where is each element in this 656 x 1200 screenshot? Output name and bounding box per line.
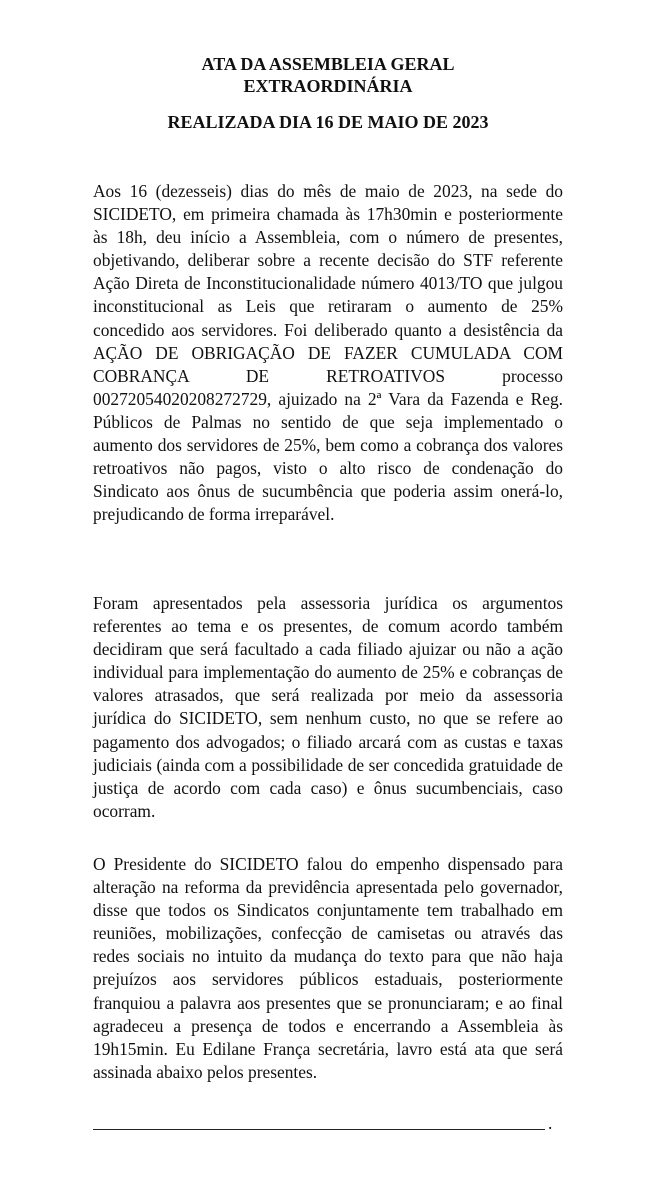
document-subtitle: REALIZADA DIA 16 DE MAIO DE 2023	[167, 112, 489, 132]
signature-rule	[93, 1129, 545, 1130]
signature-end-mark: .	[548, 1113, 553, 1133]
signature-line	[93, 1113, 558, 1133]
paragraph-2: Foram apresentados pela assessoria jurídica os argumentos referentes ao tema e os presentes, de comum acordo também decidiram que será facultado a cada filiado ajuizar ou não a ação individual para implementação do aumento de 25% e cobranças de valores atrasados, que será realizada por meio da assessoria jurídica do SICIDETO, sem nenhum custo, no que se refere ao pagamento dos advogados; o filiado arcará com as custas e taxas judiciais (ainda com a possibilidade de ser concedida gratuidade de justiça de acordo com cada caso) e ônus sucumbenciais, caso ocorram.	[93, 593, 563, 821]
document-title-line2: EXTRAORDINÁRIA	[243, 76, 413, 96]
paragraph-3: O Presidente do SICIDETO falou do empenho dispensado para alteração na reforma da previdência apresentada pelo governador, disse que todos os Sindicatos conjuntamente tem trabalhado em reuniões, mobilizações, confecção de camisetas ou através das redes sociais no intuito da mudança do texto para que não haja prejuízos aos servidores públicos estaduais, posteriormente franquiou a palavra aos presentes que se pronunciaram; e ao final agradeceu a presença de todos e encerrando a Assembleia às 19h15min. Eu Edilane França secretária, lavro está ata que será assinada abaixo pelos presentes.	[93, 854, 563, 1082]
document-title-line1: ATA DA ASSEMBLEIA GERAL	[201, 54, 455, 74]
paragraph-1: Aos 16 (dezesseis) dias do mês de maio de 2023, na sede do SICIDETO, em primeira chamada às 17h30min e posteriormente às 18h, deu início a Assembleia, com o número de presentes, objetivando, deliberar sobre a recente decisão do STF referente Ação Direta de Inconstitucionalidade número 4013/TO que julgou inconstitucional as Leis que retiraram o aumento de 25% concedido aos servidores. Foi deliberado quanto a desistência da AÇÃO DE OBRIGAÇÃO DE FAZER CUMULADA COM COBRANÇA DE RETROATIVOS processo 00272054020208272729, ajuizado na 2ª Vara da Fazenda e Reg. Públicos de Palmas no sentido de que seja implementado o aumento dos servidores de 25%, bem como a cobrança dos valores retroativos não pagos, visto o alto risco de condenação do Sindicato aos ônus de sucumbência que poderia assim onerá-lo, prejudicando de forma irreparável.	[93, 181, 563, 525]
